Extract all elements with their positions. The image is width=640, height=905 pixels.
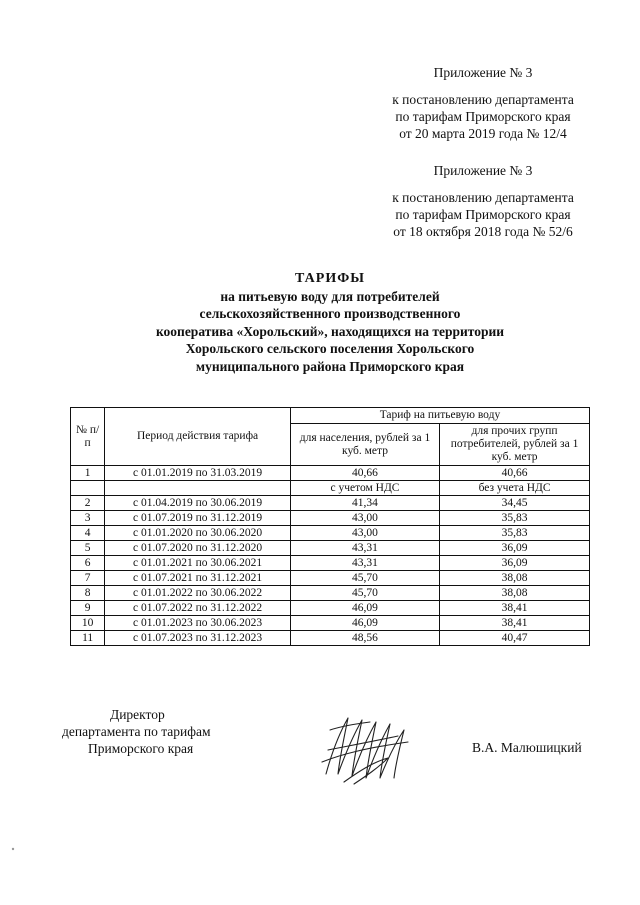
cell-empty <box>71 481 105 496</box>
title-line: Хорольского сельского поселения Хорольского <box>185 341 475 356</box>
cell-population: 46,09 <box>290 601 439 616</box>
cell-population: 43,00 <box>290 526 439 541</box>
cell-num: 9 <box>71 601 105 616</box>
title-line: кооператива «Хорольский», находящихся на территории <box>155 323 505 339</box>
appendix-line: по тарифам Приморского края <box>395 207 571 222</box>
table-row <box>71 541 590 556</box>
title-line: сельскохозяйственного производственного <box>199 306 461 321</box>
table-row <box>71 601 590 616</box>
cell-others: 38,08 <box>440 571 590 586</box>
cell-population: 46,09 <box>290 616 439 631</box>
vat-row <box>71 481 590 496</box>
title-main: ТАРИФЫ <box>295 271 365 286</box>
cell-vat-included: с учетом НДС <box>290 481 439 496</box>
header-tariff-group: Тариф на питьевую воду <box>290 408 589 424</box>
cell-others: 35,83 <box>440 526 590 541</box>
table-row <box>71 556 590 571</box>
cell-population: 43,31 <box>290 541 439 556</box>
cell-population: 45,70 <box>290 586 439 601</box>
cell-period: с 01.01.2019 по 31.03.2019 <box>105 466 291 481</box>
cell-others: 38,08 <box>440 586 590 601</box>
cell-population: 40,66 <box>290 466 439 481</box>
cell-population: 41,34 <box>290 496 439 511</box>
cell-others: 40,47 <box>440 631 590 646</box>
header-period: Период действия тарифа <box>105 408 291 466</box>
table-row <box>71 631 590 646</box>
director-line: Директор <box>110 707 165 722</box>
cell-others: 38,41 <box>440 601 590 616</box>
cell-num: 1 <box>71 466 105 481</box>
cell-num: 11 <box>71 631 105 646</box>
cell-num: 7 <box>71 571 105 586</box>
scan-dot <box>10 846 16 852</box>
cell-num: 4 <box>71 526 105 541</box>
cell-period: с 01.07.2021 по 31.12.2021 <box>105 571 291 586</box>
appendix-line: к постановлению департамента <box>392 92 574 107</box>
cell-num: 6 <box>71 556 105 571</box>
appendix-line: от 18 октября 2018 года № 52/6 <box>393 224 573 239</box>
appendix-heading: Приложение № 3 <box>433 65 533 80</box>
table-row <box>71 496 590 511</box>
header-others: для прочих групп потребителей, рублей за 1 куб. метр <box>440 424 590 466</box>
header-population: для населения, рублей за 1 куб. метр <box>290 424 439 466</box>
table-row <box>71 616 590 631</box>
cell-num: 10 <box>71 616 105 631</box>
director-title <box>62 706 211 757</box>
cell-others: 40,66 <box>440 466 590 481</box>
handwritten-signature-icon <box>318 712 418 786</box>
cell-population: 45,70 <box>290 571 439 586</box>
tariff-table <box>70 407 590 646</box>
cell-population: 43,00 <box>290 511 439 526</box>
title-line: на питьевую воду для потребителей <box>220 288 440 304</box>
table-row <box>71 571 590 586</box>
title-line: муниципального района Приморского края <box>195 358 465 374</box>
cell-population: 48,56 <box>290 631 439 646</box>
cell-empty <box>105 481 291 496</box>
cell-period: с 01.07.2019 по 31.12.2019 <box>105 511 291 526</box>
appendix-block-2 <box>378 162 588 240</box>
appendix-line: по тарифам Приморского края <box>395 109 571 124</box>
appendix-heading: Приложение № 3 <box>433 163 533 178</box>
document-title <box>80 270 580 375</box>
cell-others: 38,41 <box>440 616 590 631</box>
cell-num: 2 <box>71 496 105 511</box>
cell-num: 5 <box>71 541 105 556</box>
cell-others: 36,09 <box>440 541 590 556</box>
director-line: Приморского края <box>88 741 194 756</box>
cell-period: с 01.07.2020 по 31.12.2020 <box>105 541 291 556</box>
signer-name: В.А. Малюшицкий <box>472 740 582 755</box>
header-num: № п/п <box>71 408 105 466</box>
table-row <box>71 511 590 526</box>
cell-period: с 01.07.2022 по 31.12.2022 <box>105 601 291 616</box>
cell-population: 43,31 <box>290 556 439 571</box>
cell-num: 8 <box>71 586 105 601</box>
cell-period: с 01.07.2023 по 31.12.2023 <box>105 631 291 646</box>
cell-period: с 01.01.2023 по 30.06.2023 <box>105 616 291 631</box>
director-line: департамента по тарифам <box>62 724 211 739</box>
cell-period: с 01.01.2020 по 30.06.2020 <box>105 526 291 541</box>
appendix-line: к постановлению департамента <box>392 190 574 205</box>
cell-others: 36,09 <box>440 556 590 571</box>
cell-period: с 01.04.2019 по 30.06.2019 <box>105 496 291 511</box>
appendix-line: от 20 марта 2019 года № 12/4 <box>399 126 567 141</box>
cell-vat-excluded: без учета НДС <box>440 481 590 496</box>
cell-period: с 01.01.2021 по 30.06.2021 <box>105 556 291 571</box>
table-row <box>71 586 590 601</box>
cell-others: 34,45 <box>440 496 590 511</box>
table-row <box>71 466 590 481</box>
cell-num: 3 <box>71 511 105 526</box>
cell-others: 35,83 <box>440 511 590 526</box>
cell-period: с 01.01.2022 по 30.06.2022 <box>105 586 291 601</box>
appendix-block-1 <box>378 64 588 142</box>
table-row <box>71 526 590 541</box>
